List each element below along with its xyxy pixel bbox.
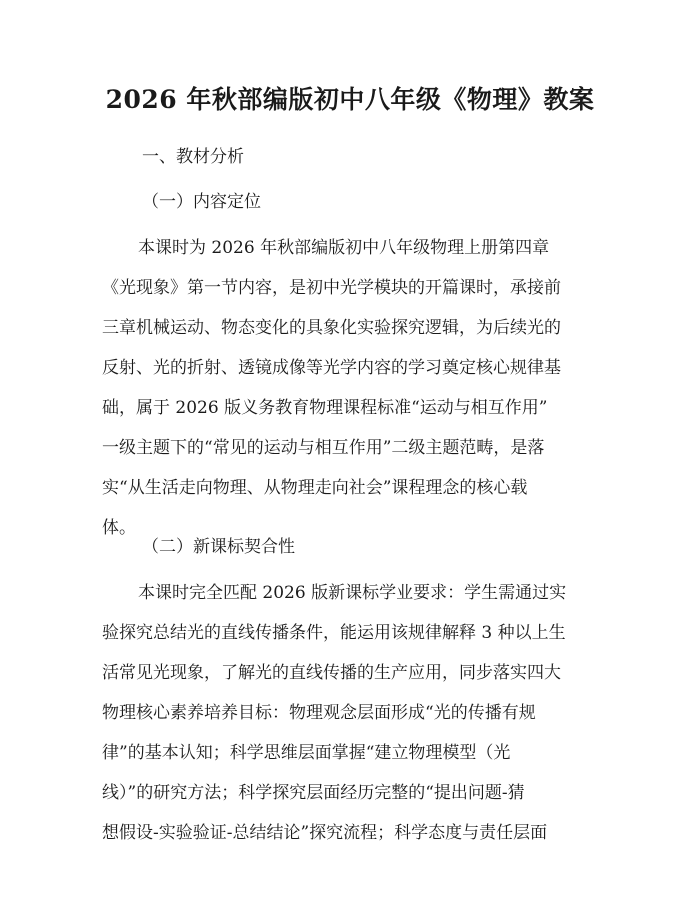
subsection-heading-content-positioning: （一）内容定位 — [142, 192, 261, 212]
paragraph-content-positioning — [102, 228, 602, 548]
paragraph-line: 础，属于 2026 版义务教育物理课程标准“运动与相互作用” — [102, 398, 548, 418]
paragraph-line: 《光现象》第一节内容，是初中光学模块的开篇课时，承接前 — [102, 278, 561, 298]
paragraph-line: 本课时完全匹配 2026 版新课标学业要求：学生需通过实 — [138, 583, 567, 603]
paragraph-line: 实“从生活走向物理、从物理走向社会”课程理念的核心载 — [102, 478, 528, 498]
paragraph-line: 线）”的研究方法；科学探究层面经历完整的“提出问题-猜 — [102, 783, 525, 803]
paragraph-line: 活常见光现象，了解光的直线传播的生产应用，同步落实四大 — [102, 663, 561, 683]
paragraph-curriculum-fit — [102, 573, 602, 853]
paragraph-line: 本课时为 2026 年秋部编版初中八年级物理上册第四章 — [138, 238, 550, 258]
paragraph-line: 一级主题下的“常见的运动与相互作用”二级主题范畴，是落 — [102, 438, 545, 458]
subsection-heading-curriculum-fit: （二）新课标契合性 — [142, 537, 295, 557]
paragraph-line: 想假设-实验验证-总结结论”探究流程；科学态度与责任层面 — [102, 823, 548, 843]
section-heading-textbook-analysis: 一、教材分析 — [142, 147, 244, 167]
paragraph-line: 验探究总结光的直线传播条件，能运用该规律解释 3 种以上生 — [102, 623, 566, 643]
paragraph-line: 反射、光的折射、透镜成像等光学内容的学习奠定核心规律基 — [102, 358, 561, 378]
paragraph-line: 物理核心素养培养目标：物理观念层面形成“光的传播有规 — [102, 703, 536, 723]
paragraph-line: 体。 — [102, 518, 136, 538]
document-title: 2026 年秋部编版初中八年级《物理》教案 — [105, 85, 595, 114]
paragraph-line: 律”的基本认知；科学思维层面掌握“建立物理模型（光 — [102, 743, 511, 763]
paragraph-line: 三章机械运动、物态变化的具象化实验探究逻辑，为后续光的 — [102, 318, 561, 338]
